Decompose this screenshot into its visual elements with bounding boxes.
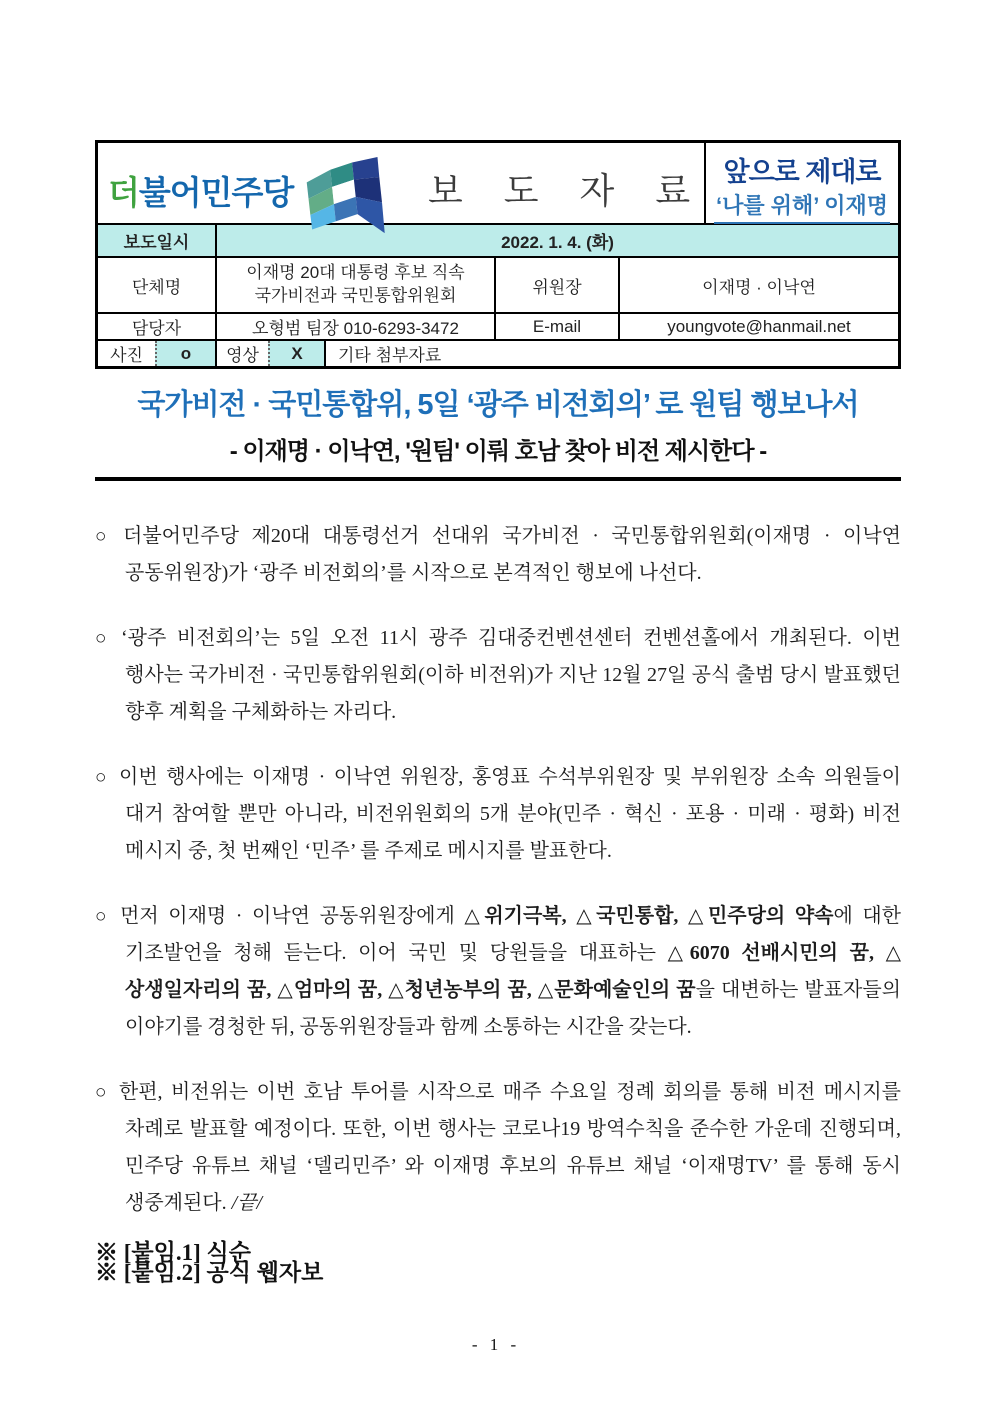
party-logo-text (108, 167, 293, 214)
slogan-line-2: ‘나를 위해’ 이재명 (714, 189, 890, 224)
title-divider-line (95, 477, 901, 481)
bullet-circle-icon: ○ (95, 1082, 110, 1103)
bullet-circle-icon: ○ (95, 526, 115, 547)
email-value-cell: youngvote@hanmail.net (618, 314, 898, 339)
bullet-circle-icon: ○ (95, 906, 112, 927)
paragraph-text: 한편, 비전위는 이번 호남 투어를 시작으로 매주 수요일 정례 회의를 통해 비전 메시지를 차례로 발표할 예정이다. 또한, 이번 행사는 코로나19 방역수칙을 준수한 가운데 진행되며, 민주당 유튜브 채널 ‘델리민주’ 와 이재명 후보의 유튜브 채널 ‘이재명TV’ 를 통해 동시 생중계된다. (118, 1081, 901, 1214)
header-info-table (95, 140, 901, 369)
attachment-line-1: ※ [붙임.1] 식순 (95, 1240, 251, 1265)
party-logo (108, 157, 391, 235)
paragraph-text: 더불어민주당 제20대 대통령선거 선대위 국가비전 · 국민통합위원회(이재명 · 이낙연 공동위원장)가 ‘광주 비전회의’를 시작으로 본격적인 행보에 나선다. (123, 525, 901, 584)
date-label-cell: 보도일시 (98, 225, 215, 256)
video-label-cell: 영상 (215, 341, 268, 366)
org-value-line1: 이재명 20대 대통령 후보 직속 (246, 263, 465, 283)
body-paragraph-1 (95, 518, 901, 592)
header-logo-row (98, 143, 898, 223)
paragraph-text: 먼저 이재명 · 이낙연 공동위원장에게 (120, 905, 465, 927)
bullet-circle-icon: ○ (95, 628, 113, 649)
body-paragraph-2 (95, 620, 901, 731)
chairman-label-cell: 위원장 (494, 258, 618, 312)
bullet-circle-icon: ○ (95, 767, 111, 788)
org-value-lines (246, 262, 464, 308)
paragraph-text: 에 대한 기조발언을 청해 듣는다. 이어 국민 및 당원들을 대표하는 (125, 905, 901, 964)
attachments-list (95, 1240, 695, 1285)
document-type-title: 보 도 자 료 (428, 171, 707, 211)
org-label-cell: 단체명 (131, 277, 182, 297)
photo-flag-cell: o (155, 341, 215, 366)
campaign-slogan-box (704, 143, 898, 223)
party-flag-icon (295, 157, 391, 235)
table-row-media (98, 339, 898, 366)
org-value-line2: 국가비전과 국민통합위원회 (254, 286, 457, 305)
photo-label-cell: 사진 (110, 346, 143, 365)
contact-value-cell: 오형범 팀장 010-6293-3472 (215, 314, 494, 339)
logo-first-char: 더 (108, 174, 139, 211)
press-release-subtitle: - 이재명 · 이낙연, '원팀' 이뤄 호남 찾아 비전 제시한다 - (229, 438, 767, 465)
paragraph-text: 이번 행사에는 이재명 · 이낙연 위원장, 홍영표 수석부위원장 및 부위원장 소속 의원들이 대거 참여할 뿐만 아니라, 비전위원회의 5개 분야(민주 · 혁신 · 포용 · 미래 · 평화) 비전 메시지 중, 첫 번째인 ‘민주’ 를 주제로 메시지를 발표한다. (119, 766, 901, 862)
body-paragraph-3 (95, 759, 901, 870)
org-value-cell (215, 258, 494, 312)
press-release-title: 국가비전 · 국민통합위, 5일 ‘광주 비전회의’ 로 원팀 행보나서 (137, 389, 859, 421)
body-paragraph-4 (95, 898, 901, 1046)
other-attachments-cell: 기타 첨부자료 (324, 341, 898, 366)
date-value-cell: 2022. 1. 4. (화) (215, 225, 898, 256)
paragraph-text: 을 대변하는 발표자들의 이야기를 경청한 뒤, 공동위원장들과 함께 소통하는 시간을 갖는다. (125, 979, 902, 1038)
slogan-line-1: 앞으로 제대로 (723, 157, 881, 187)
chairman-value-cell: 이재명 · 이낙연 (618, 258, 898, 312)
page-number: - 1 - (471, 1335, 521, 1354)
paragraph-text: ‘광주 비전회의’는 5일 오전 11시 광주 김대중컨벤션센터 컨벤션홀에서 개최된다. 이번 행사는 국가비전 · 국민통합위원회(이하 비전위)가 지난 12월 27일 공식 출범 당시 발표했던 향후 계획을 구체화하는 자리다. (121, 627, 901, 723)
table-row-contact (98, 312, 898, 339)
email-label-cell: E-mail (494, 314, 618, 339)
attachment-line-2: ※ [붙임.2] 공식 웹자보 (95, 1260, 324, 1285)
body-paragraph-5 (95, 1074, 901, 1222)
paragraph-text-bold: △위기극복, △국민통합, △민주당의 약속 (464, 905, 834, 927)
logo-rest-text: 불어민주당 (138, 174, 294, 211)
contact-label-cell: 담당자 (131, 319, 182, 338)
body-text (95, 518, 901, 1250)
paragraph-end-mark: /끝/ (231, 1192, 263, 1214)
video-flag-cell: X (268, 341, 324, 366)
paragraph-text-bold: △6070 선배시민의 꿈, △상생일자리의 꿈, △엄마의 꿈, △청년농부의 꿈, △문화예술인의 꿈 (125, 942, 901, 1001)
table-row-organization (98, 256, 898, 312)
